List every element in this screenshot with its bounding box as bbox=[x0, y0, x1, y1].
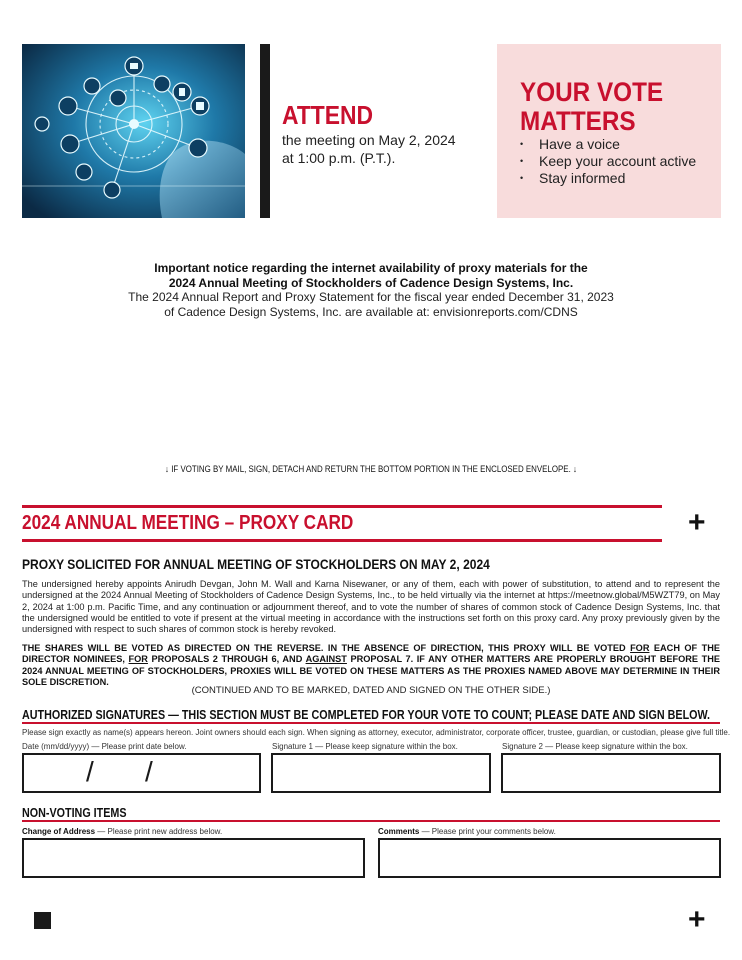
vote-matters-title bbox=[520, 78, 700, 136]
proxy-card-title: 2024 ANNUAL MEETING – PROXY CARD bbox=[22, 512, 354, 534]
address-label-bold: Change of Address bbox=[22, 827, 96, 836]
date-separator: / bbox=[145, 756, 153, 787]
change-of-address-label bbox=[22, 827, 222, 836]
comments-field[interactable] bbox=[378, 838, 721, 878]
detach-instruction: ↓ IF VOTING BY MAIL, SIGN, DETACH AND RETURN THE BOTTOM PORTION IN THE ENCLOSED ENVELOPE. ↓ bbox=[165, 464, 577, 474]
proxy-materials-notice bbox=[100, 261, 642, 319]
signature-2-label: Signature 2 — Please keep signature within the box. bbox=[502, 742, 688, 751]
direction-text-part: PROPOSAL 7. IF ANY OTHER MATTERS ARE PROPERLY BROUGHT BEFORE THE 2024 ANNUAL MEETING OF STOCKHOLDERS, PROXIES WILL BE VOTED ON THESE MATTERS AS THE PROXIES NAMED ABOVE MAY DETERMINE IN THEIR SOLE DISCRETION. bbox=[22, 654, 720, 688]
registration-square-mark bbox=[34, 912, 51, 929]
against-emphasis: AGAINST bbox=[305, 654, 347, 665]
notice-bold-line-2: 2024 Annual Meeting of Stockholders of Cadence Design Systems, Inc. bbox=[168, 275, 574, 290]
date-label: Date (mm/dd/yyyy) — Please print date below. bbox=[22, 742, 187, 751]
non-voting-rule bbox=[22, 820, 720, 822]
list-item: • Keep your account active bbox=[520, 153, 696, 170]
date-field[interactable] bbox=[22, 753, 261, 793]
continued-note: (CONTINUED AND TO BE MARKED, DATED AND SIGNED ON THE OTHER SIDE.) bbox=[191, 685, 551, 696]
direction-text-part: PROPOSALS 2 THROUGH 6, AND bbox=[147, 654, 306, 665]
vote-benefits-list bbox=[520, 136, 696, 187]
comments-label bbox=[378, 827, 556, 836]
signature-1-field[interactable] bbox=[271, 753, 491, 793]
notice-line-4: of Cadence Design Systems, Inc. are available at: envisionreports.com/CDNS bbox=[164, 304, 578, 319]
proxy-section-heading: PROXY SOLICITED FOR ANNUAL MEETING OF STOCKHOLDERS ON MAY 2, 2024 bbox=[22, 556, 490, 572]
proxy-appointment-text: The undersigned hereby appoints Anirudh Devgan, John M. Wall and Karna Nisewaner, or any of them, each with power of substitution, to attend and to represent the undersigned at the 2024 Annual Meeting of Stockholders of Cadence Design Systems, Inc., to be held virtually via the internet at https://meetnow.global/M5WZT79, on May 2, 2024 at 1:00 p.m. Pacific Time, and any continuation or adjournment thereof, and to vote the number of shares of common stock of Cadence Design Systems, Inc. that the undersigned would be entitled to vote if present at the virtual meeting in accordance with the instructions set forth on this proxy card. Any proxy previously given by the undersigned with respect to such shares of common stock is hereby revoked. bbox=[22, 579, 720, 635]
notice-line-3: The 2024 Annual Report and Proxy Statement for the fiscal year ended December 31, 2023 bbox=[128, 290, 614, 304]
direction-text-part: EACH OF THE DIRECTOR NOMINEES, bbox=[22, 643, 720, 665]
change-of-address-field[interactable] bbox=[22, 838, 365, 878]
attend-title: ATTEND bbox=[282, 100, 374, 130]
date-separator: / bbox=[86, 756, 94, 787]
address-label-rest: — Please print new address below. bbox=[95, 827, 223, 836]
network-illustration bbox=[22, 44, 245, 218]
title-rule-bottom bbox=[22, 539, 662, 542]
list-item: • Stay informed bbox=[520, 170, 696, 187]
voting-direction-text bbox=[22, 643, 720, 689]
title-rule-top bbox=[22, 505, 662, 508]
vote-title-line-1: YOUR VOTE bbox=[520, 77, 664, 107]
signature-1-label: Signature 1 — Please keep signature within the box. bbox=[272, 742, 458, 751]
signatures-heading: AUTHORIZED SIGNATURES — THIS SECTION MUST BE COMPLETED FOR YOUR VOTE TO COUNT; PLEASE DATE AND SIGN BELOW. bbox=[22, 708, 711, 722]
registration-plus-icon: + bbox=[688, 506, 706, 539]
comments-label-rest: — Please print your comments below. bbox=[419, 827, 556, 836]
attend-line-2: at 1:00 p.m. (P.T.). bbox=[282, 150, 396, 166]
signing-instructions: Please sign exactly as name(s) appears hereon. Joint owners should each sign. When signing as attorney, executor, administrator, corporate officer, trustee, guardian, or custodian, please give full title. bbox=[22, 728, 731, 737]
for-emphasis: FOR bbox=[128, 654, 148, 665]
notice-bold-line-1: Important notice regarding the internet availability of proxy materials for the bbox=[154, 261, 588, 275]
registration-plus-icon: + bbox=[688, 903, 706, 936]
attend-line-1: the meeting on May 2, 2024 bbox=[282, 132, 456, 148]
for-emphasis: FOR bbox=[630, 643, 650, 653]
attend-subtitle bbox=[282, 131, 482, 167]
signatures-rule bbox=[22, 722, 720, 724]
comments-label-bold: Comments bbox=[378, 827, 420, 836]
vote-title-line-2: MATTERS bbox=[520, 106, 636, 136]
non-voting-heading: NON-VOTING ITEMS bbox=[22, 806, 127, 820]
direction-text-part: THE SHARES WILL BE VOTED AS DIRECTED ON THE REVERSE. IN THE ABSENCE OF DIRECTION, THIS PROXY WILL BE VOTED bbox=[22, 643, 631, 653]
signature-2-field[interactable] bbox=[501, 753, 721, 793]
divider-bar bbox=[260, 44, 270, 218]
hero-image bbox=[22, 44, 245, 218]
list-item: • Have a voice bbox=[520, 136, 696, 153]
